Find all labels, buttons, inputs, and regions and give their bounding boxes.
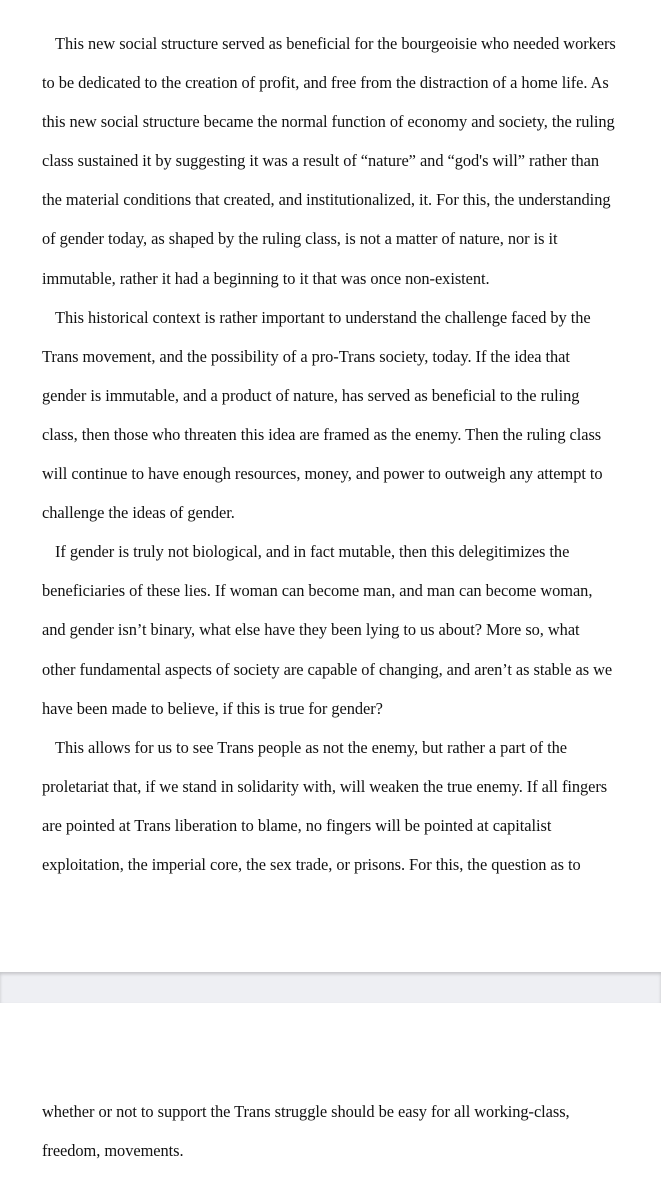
paragraph-2-line-2: Trans movement, and the possibility of a pro-Trans society, today. If the idea that — [42, 346, 570, 366]
paragraph-4-line-1: This allows for us to see Trans people as not the enemy, but rather a part of the — [55, 737, 567, 757]
paragraph-1-line-7: immutable, rather it had a beginning to it that was once non-existent. — [42, 268, 490, 288]
page-1-body — [42, 24, 642, 884]
paragraph-2-line-5: will continue to have enough resources, money, and power to outweigh any attempt to — [42, 464, 603, 484]
paragraph-1-line-6: of gender today, as shaped by the ruling class, is not a matter of nature, nor is it — [42, 229, 558, 249]
paragraph-2-line-6: challenge the ideas of gender. — [42, 503, 235, 523]
paragraph-2-line-3: gender is immutable, and a product of nature, has served as beneficial to the ruling — [42, 385, 580, 405]
paragraph-1-line-1: This new social structure served as beneficial for the bourgeoisie who needed workers — [55, 34, 616, 53]
paragraph-4-line-2: proletariat that, if we stand in solidarity with, will weaken the true enemy. If all fingers — [42, 776, 608, 796]
paragraph-3-line-3: and gender isn’t binary, what else have they been lying to us about? More so, what — [42, 620, 580, 640]
page-break — [0, 972, 661, 1003]
paragraph-1-line-5: the material conditions that created, and institutionalized, it. For this, the understanding — [42, 190, 611, 210]
paragraph-4-line-3: are pointed at Trans liberation to blame, no fingers will be pointed at capitalist — [42, 815, 552, 835]
paragraph-2-line-4: class, then those who threaten this idea are framed as the enemy. Then the ruling class — [42, 424, 602, 444]
page-2-body — [42, 1092, 642, 1170]
paragraph-1-line-3: this new social structure became the normal function of economy and society, the ruling — [42, 112, 615, 132]
paragraph-3-line-4: other fundamental aspects of society are capable of changing, and aren’t as stable as we — [42, 659, 613, 679]
paragraph-4-line-4: exploitation, the imperial core, the sex trade, or prisons. For this, the question as to — [42, 854, 581, 874]
paragraph-3-line-5: have been made to believe, if this is true for gender? — [42, 698, 383, 718]
paragraph-4-line-5: whether or not to support the Trans struggle should be easy for all working-class, — [42, 1102, 570, 1121]
paragraph-4-line-6: freedom, movements. — [42, 1141, 184, 1161]
paragraph-1-line-2: to be dedicated to the creation of profit, and free from the distraction of a home life. As — [42, 73, 609, 93]
paragraph-3-line-1: If gender is truly not biological, and in fact mutable, then this delegitimizes the — [55, 542, 570, 562]
paragraph-2-line-1: This historical context is rather important to understand the challenge faced by the — [55, 307, 591, 327]
paragraph-1-line-4: class sustained it by suggesting it was a result of “nature” and “god's will” rather than — [42, 151, 600, 171]
paragraph-3-line-2: beneficiaries of these lies. If woman can become man, and man can become woman, — [42, 581, 593, 601]
